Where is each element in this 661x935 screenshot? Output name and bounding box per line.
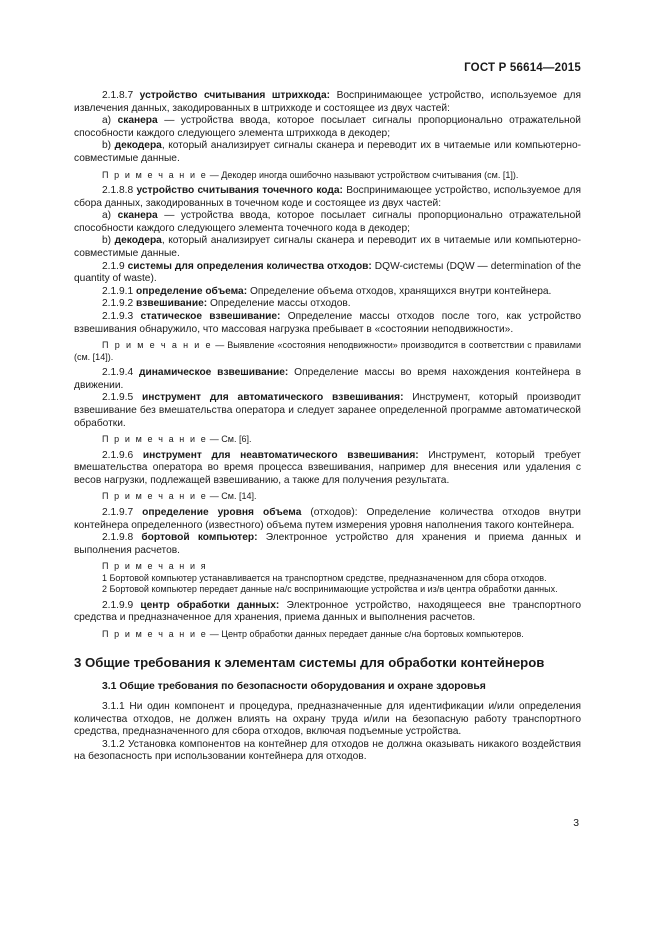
note-label: П р и м е ч а н и е	[102, 169, 208, 180]
clause-2-1-8-8	[74, 185, 581, 210]
clause-term: устройство считывания точечного кода:	[136, 185, 343, 197]
note-1	[74, 170, 581, 182]
clause-number: 2.1.8.7	[102, 90, 140, 101]
clause-text: Электронное устройство, находящееся вне транспортного средства и предназначенное для хранения, приема данных и выполнения расчетов.	[74, 599, 581, 624]
clause-2-1-8-7	[74, 90, 581, 115]
clause-term: устройство считывания штрихкода:	[139, 90, 331, 101]
note-text: — См. [6].	[207, 434, 252, 445]
clause-number: 2.1.9.6	[102, 449, 143, 461]
clause-number: 2.1.9.7	[102, 506, 143, 518]
clause-text: Электронное устройство для хранения и приема данных и выполнения расчетов.	[74, 532, 581, 556]
clause-2-1-8-7-a	[74, 115, 581, 140]
clause-2-1-9-7	[74, 507, 581, 532]
clause-term: инструмент для неавтоматического взвешивания:	[142, 449, 419, 461]
clause-2-1-8-8-a	[74, 210, 581, 235]
clause-2-1-9-3	[74, 311, 581, 336]
clause-term: инструмент для автоматического взвешивания:	[141, 392, 404, 404]
clause-number: 2.1.9.8	[102, 532, 142, 544]
note-6	[74, 629, 581, 641]
clause-2-1-8-8-b	[74, 235, 581, 260]
note-5-item-1: 1 Бортовой компьютер устанавливается на транспортном средстве, предназначенном для сбора отходов.	[102, 572, 547, 583]
clause-text: Воспринимающее устройство, используемое для сбора данных, закодированных в точечном коде и состоящее из двух частей:	[74, 185, 581, 209]
note-text: — Декодер иногда ошибочно называют устройством считывания (см. [1]).	[207, 169, 519, 180]
note-label: П р и м е ч а н и е	[102, 340, 213, 351]
section-3-heading: 3 Общие требования к элементам системы для обработки контейнеров	[74, 654, 545, 670]
clause-text: , который анализирует сигналы сканера и переводит их в читаемые или компьютерно-совместимые данные.	[74, 140, 582, 164]
clause-text: , который анализирует сигналы сканера и переводит их в читаемые или компьютерно-совместимые данные.	[74, 235, 582, 260]
note-label: П р и м е ч а н и е	[102, 491, 208, 502]
clause-term: системы для определения количества отходов:	[127, 260, 372, 272]
note-text: — См. [14].	[207, 491, 257, 502]
standard-header: ГОСТ Р 56614—2015	[464, 62, 581, 74]
clause-term: бортовой компьютер:	[141, 532, 258, 544]
clause-2-1-9-1	[74, 286, 581, 299]
note-label: П р и м е ч а н и е	[102, 434, 208, 445]
note-text: — Выявление «состояния неподвижности» производится в соответствии с правилами (см. [14]).	[74, 340, 581, 362]
clause-term: статическое взвешивание:	[140, 311, 281, 322]
clause-2-1-9-4	[74, 367, 581, 392]
clause-2-1-9-8	[74, 532, 581, 557]
notes-5-label	[74, 561, 581, 573]
clause-number: 2.1.8.8	[102, 185, 137, 197]
note-5-item-2: 2 Бортовой компьютер передает данные на/с воспринимающие устройства и из/в центра обработки данных.	[102, 584, 558, 595]
clause-text: Инструмент, который требует вмешательства оператора во время процесса взвешивания, например для внесения или удаления с весов нагрузки, подлежащей взвешиванию, а также для получения результата.	[74, 449, 581, 486]
clause-number: 2.1.9.5	[102, 392, 142, 404]
clause-number: 2.1.9.9	[102, 599, 141, 611]
note-label: П р и м е ч а н и е	[102, 629, 208, 639]
clause-term: центр обработки данных:	[140, 599, 280, 611]
list-marker: a)	[102, 115, 118, 127]
note-2	[74, 340, 581, 363]
clause-2-1-9-9	[74, 600, 581, 625]
clause-text: — устройства ввода, которое посылает сигналы пропорционально отражательной способности каждого следующего элемента штрихкода в декодер;	[74, 115, 581, 139]
clause-number: 2.1.9.2	[102, 298, 136, 310]
clause-2-1-9-5	[74, 392, 581, 430]
clause-2-1-9	[74, 261, 581, 286]
note-label: П р и м е ч а н и я	[102, 561, 208, 572]
clause-term: определение уровня объема	[142, 506, 302, 518]
clause-2-1-8-7-b	[74, 140, 581, 165]
clause-term: динамическое взвешивание:	[139, 367, 289, 379]
clause-number: 2.1.9.1	[102, 285, 136, 297]
clause-text: (отходов): Определение количества отходов внутри контейнера определенного (известного) объема путем измерения уровня наполнения такого контейнера.	[74, 506, 582, 531]
clause-term: декодера	[114, 140, 162, 152]
clause-term: сканера	[117, 210, 158, 222]
list-marker: b)	[102, 140, 115, 152]
note-4	[74, 491, 581, 503]
page-content	[74, 90, 581, 764]
section-3-1-heading: 3.1 Общие требования по безопасности оборудования и охране здоровья	[102, 680, 486, 692]
clause-3-1-1: 3.1.1 Ни один компонент и процедура, предназначенные для идентификации и/или определения количества отходов, не должен влиять на охрану труда и/или на безопасную работу транспортного средства, предназначенного для сбора отходов, включая подъемные устройства.	[74, 701, 581, 738]
clause-number: 2.1.9.4	[102, 367, 140, 379]
clause-text: Определение объема отходов, хранящихся внутри контейнера.	[247, 285, 552, 297]
page-number: 3	[573, 818, 579, 829]
list-marker: b)	[102, 235, 115, 247]
clause-term: декодера	[114, 235, 162, 247]
clause-text: Инструмент, который производит взвешивание без вмешательства оператора и следует заранее определенной программе автоматической обработки.	[74, 392, 581, 429]
clause-number: 2.1.9	[102, 260, 128, 272]
clause-text: DQW-системы (DQW — determination of the quantity of waste).	[74, 260, 581, 285]
clause-term: определение объема:	[136, 285, 248, 297]
clause-text: Определение массы отходов после того, как устройство взвешивания обнаружило, что массовая нагрузка пребывает в «состоянии неподвижности».	[74, 311, 581, 335]
clause-2-1-9-6	[74, 450, 581, 488]
clause-text: — устройства ввода, которое посылает сигналы пропорционально отражательной способности каждого следующего элемента точечного кода в декодер;	[74, 210, 581, 234]
clause-2-1-9-2	[74, 298, 581, 311]
clause-term: сканера	[117, 115, 158, 127]
clause-number: 2.1.9.3	[102, 311, 141, 322]
clause-text: Определение массы во время нахождения контейнера в движении.	[74, 367, 581, 391]
note-text: — Центр обработки данных передает данные с/на бортовых компьютеров.	[207, 629, 524, 639]
clause-text: Определение массы отходов.	[207, 298, 351, 310]
clause-term: взвешивание:	[136, 298, 208, 310]
list-marker: a)	[102, 210, 118, 222]
clause-3-1-2: 3.1.2 Установка компонентов на контейнер для отходов не должна оказывать никакого воздействия на безопасность при использовании контейнера для отходов.	[74, 738, 581, 763]
note-3	[74, 434, 581, 446]
clause-text: Воспринимающее устройство, используемое для извлечения данных, закодированных в штрихкоде и состоящее из двух частей:	[74, 90, 581, 114]
